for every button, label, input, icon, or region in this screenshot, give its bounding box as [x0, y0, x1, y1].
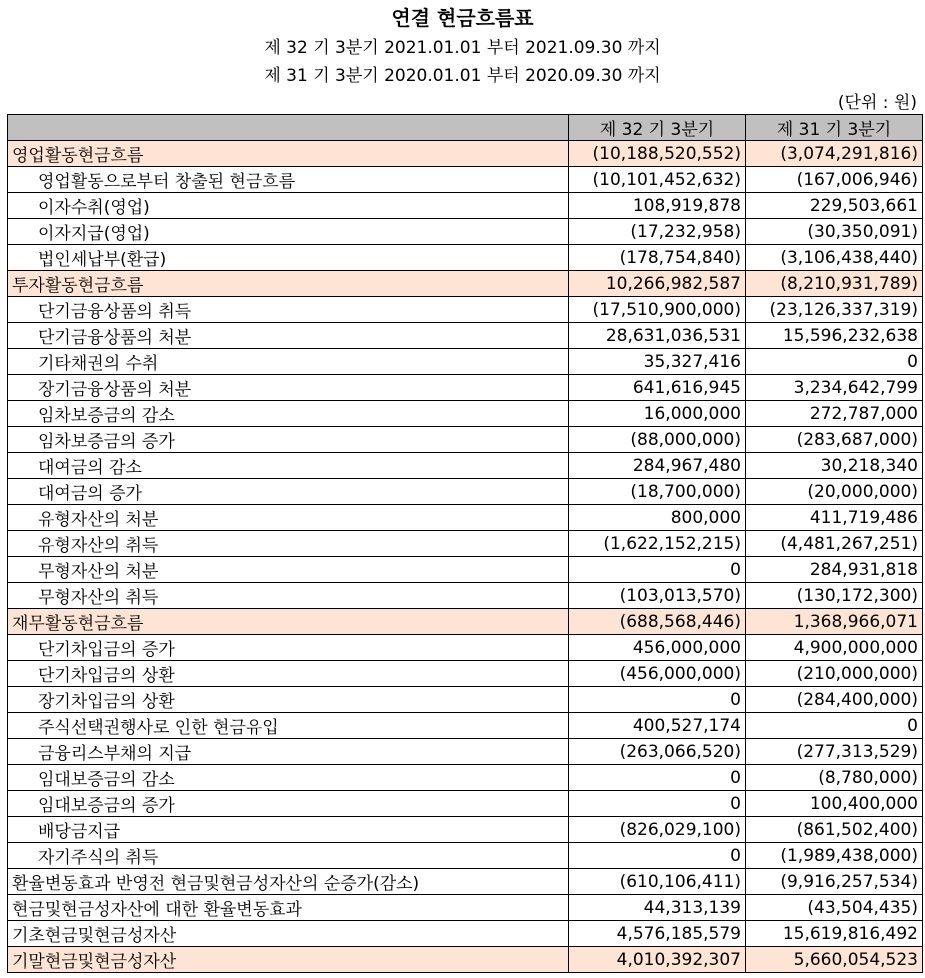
- table-row: [8, 271, 923, 297]
- value-prior: 4,900,000,000: [746, 635, 923, 661]
- table-row: [8, 947, 923, 973]
- value-prior: 100,400,000: [746, 791, 923, 817]
- value-current: 0: [569, 791, 746, 817]
- value-current: (103,013,570): [569, 583, 746, 609]
- table-row: [8, 427, 923, 453]
- value-current: (18,700,000): [569, 479, 746, 505]
- value-prior: 0: [746, 713, 923, 739]
- value-current: (826,029,100): [569, 817, 746, 843]
- value-prior: 284,931,818: [746, 557, 923, 583]
- value-current: 0: [569, 557, 746, 583]
- row-label: 장기차입금의 상환: [8, 687, 569, 713]
- row-label: 단기금융상품의 취득: [8, 297, 569, 323]
- value-current: (1,622,152,215): [569, 531, 746, 557]
- column-header-label: [8, 115, 569, 141]
- value-prior: 411,719,486: [746, 505, 923, 531]
- value-prior: 5,660,054,523: [746, 947, 923, 973]
- row-label: 영업활동현금흐름: [8, 141, 569, 167]
- row-label: 유형자산의 취득: [8, 531, 569, 557]
- table-row: [8, 479, 923, 505]
- value-prior: 272,787,000: [746, 401, 923, 427]
- row-label: 임대보증금의 증가: [8, 791, 569, 817]
- value-current: (610,106,411): [569, 869, 746, 895]
- value-current: (10,101,452,632): [569, 167, 746, 193]
- table-row: [8, 609, 923, 635]
- value-prior: (8,780,000): [746, 765, 923, 791]
- table-row: [8, 921, 923, 947]
- value-current: 284,967,480: [569, 453, 746, 479]
- value-current: 28,631,036,531: [569, 323, 746, 349]
- row-label: 단기금융상품의 처분: [8, 323, 569, 349]
- table-row: [8, 661, 923, 687]
- value-current: (17,232,958): [569, 219, 746, 245]
- period-current: 제 32 기 3분기 2021.01.01 부터 2021.09.30 까지: [264, 38, 661, 58]
- value-current: 0: [569, 765, 746, 791]
- row-label: 무형자산의 처분: [8, 557, 569, 583]
- column-header-prior: 제 31 기 3분기: [746, 115, 923, 141]
- row-label: 재무활동현금흐름: [8, 609, 569, 635]
- table-row: [8, 895, 923, 921]
- table-row: [8, 453, 923, 479]
- value-prior: 3,234,642,799: [746, 375, 923, 401]
- table-row: [8, 713, 923, 739]
- table-row: [8, 817, 923, 843]
- value-prior: 15,596,232,638: [746, 323, 923, 349]
- column-header-current: 제 32 기 3분기: [569, 115, 746, 141]
- value-current: 108,919,878: [569, 193, 746, 219]
- value-prior: (283,687,000): [746, 427, 923, 453]
- value-current: 16,000,000: [569, 401, 746, 427]
- value-prior: (284,400,000): [746, 687, 923, 713]
- table-row: [8, 401, 923, 427]
- row-label: 유형자산의 처분: [8, 505, 569, 531]
- row-label: 단기차입금의 증가: [8, 635, 569, 661]
- row-label: 법인세납부(환급): [8, 245, 569, 271]
- row-label: 현금및현금성자산에 대한 환율변동효과: [8, 895, 569, 921]
- value-prior: (277,313,529): [746, 739, 923, 765]
- table-row: [8, 557, 923, 583]
- row-label: 대여금의 증가: [8, 479, 569, 505]
- value-current: 35,327,416: [569, 349, 746, 375]
- table-row: [8, 219, 923, 245]
- row-label: 임차보증금의 감소: [8, 401, 569, 427]
- value-prior: (30,350,091): [746, 219, 923, 245]
- value-prior: (167,006,946): [746, 167, 923, 193]
- value-prior: (9,916,257,534): [746, 869, 923, 895]
- value-current: 800,000: [569, 505, 746, 531]
- row-label: 이자지급(영업): [8, 219, 569, 245]
- table-header-row: [8, 115, 923, 141]
- value-current: (10,188,520,552): [569, 141, 746, 167]
- value-current: 10,266,982,587: [569, 271, 746, 297]
- value-prior: (20,000,000): [746, 479, 923, 505]
- table-row: [8, 297, 923, 323]
- table-row: [8, 245, 923, 271]
- table-row: [8, 843, 923, 869]
- table-row: [8, 687, 923, 713]
- value-prior: (3,106,438,440): [746, 245, 923, 271]
- row-label: 기말현금및현금성자산: [8, 947, 569, 973]
- table-row: [8, 505, 923, 531]
- table-row: [8, 739, 923, 765]
- value-prior: (210,000,000): [746, 661, 923, 687]
- row-label: 장기금융상품의 처분: [8, 375, 569, 401]
- period-prior: 제 31 기 3분기 2020.01.01 부터 2020.09.30 까지: [264, 66, 661, 86]
- table-row: [8, 349, 923, 375]
- value-current: 4,010,392,307: [569, 947, 746, 973]
- value-prior: (130,172,300): [746, 583, 923, 609]
- value-prior: (43,504,435): [746, 895, 923, 921]
- row-label: 기초현금및현금성자산: [8, 921, 569, 947]
- value-current: (456,000,000): [569, 661, 746, 687]
- value-current: 0: [569, 687, 746, 713]
- row-label: 무형자산의 취득: [8, 583, 569, 609]
- value-current: 44,313,139: [569, 895, 746, 921]
- table-row: [8, 167, 923, 193]
- value-prior: (861,502,400): [746, 817, 923, 843]
- statement-title: 연결 현금흐름표: [391, 6, 534, 30]
- row-label: 투자활동현금흐름: [8, 271, 569, 297]
- value-current: 0: [569, 843, 746, 869]
- row-label: 금융리스부채의 지급: [8, 739, 569, 765]
- table-row: [8, 765, 923, 791]
- table-row: [8, 635, 923, 661]
- value-prior: (1,989,438,000): [746, 843, 923, 869]
- value-current: 400,527,174: [569, 713, 746, 739]
- table-row: [8, 531, 923, 557]
- row-label: 임차보증금의 증가: [8, 427, 569, 453]
- value-prior: (23,126,337,319): [746, 297, 923, 323]
- table-row: [8, 193, 923, 219]
- table-row: [8, 323, 923, 349]
- table-row: [8, 791, 923, 817]
- value-current: (178,754,840): [569, 245, 746, 271]
- value-current: 641,616,945: [569, 375, 746, 401]
- row-label: 주식선택권행사로 인한 현금유입: [8, 713, 569, 739]
- value-current: 4,576,185,579: [569, 921, 746, 947]
- table-row: [8, 375, 923, 401]
- row-label: 영업활동으로부터 창출된 현금흐름: [8, 167, 569, 193]
- value-prior: 30,218,340: [746, 453, 923, 479]
- value-current: (17,510,900,000): [569, 297, 746, 323]
- table-row: [8, 869, 923, 895]
- value-prior: (4,481,267,251): [746, 531, 923, 557]
- value-prior: 15,619,816,492: [746, 921, 923, 947]
- value-prior: 1,368,966,071: [746, 609, 923, 635]
- value-current: (688,568,446): [569, 609, 746, 635]
- value-current: (263,066,520): [569, 739, 746, 765]
- row-label: 기타채권의 수취: [8, 349, 569, 375]
- row-label: 환율변동효과 반영전 현금및현금성자산의 순증가(감소): [8, 869, 569, 895]
- value-prior: (8,210,931,789): [746, 271, 923, 297]
- cash-flow-table: [7, 114, 923, 973]
- value-current: 456,000,000: [569, 635, 746, 661]
- table-row: [8, 141, 923, 167]
- value-prior: 0: [746, 349, 923, 375]
- row-label: 이자수취(영업): [8, 193, 569, 219]
- table-row: [8, 583, 923, 609]
- row-label: 자기주식의 취득: [8, 843, 569, 869]
- row-label: 대여금의 감소: [8, 453, 569, 479]
- value-prior: (3,074,291,816): [746, 141, 923, 167]
- value-prior: 229,503,661: [746, 193, 923, 219]
- row-label: 단기차입금의 상환: [8, 661, 569, 687]
- row-label: 임대보증금의 감소: [8, 765, 569, 791]
- value-current: (88,000,000): [569, 427, 746, 453]
- row-label: 배당금지급: [8, 817, 569, 843]
- unit-label: (단위 : 원): [837, 93, 917, 113]
